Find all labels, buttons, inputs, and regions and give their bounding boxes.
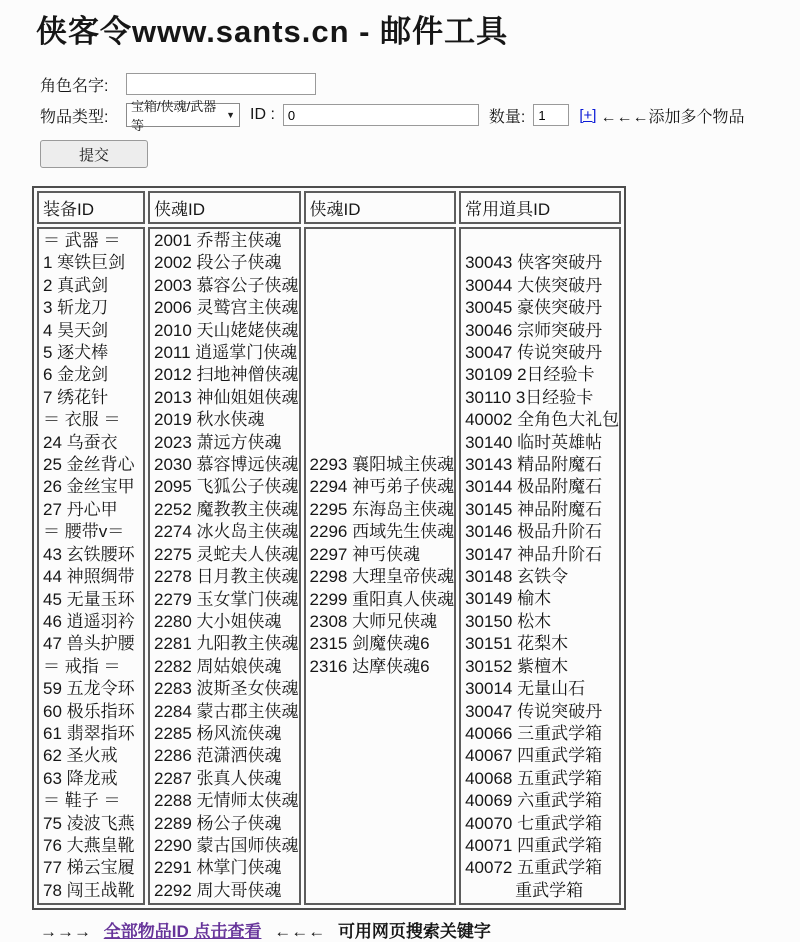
item-type-select[interactable] [126,99,240,133]
page-title: 侠客令www.sants.cn - 邮件工具 [36,14,509,49]
list-item: 2023 萧远方侠魂 [154,432,282,452]
list-item: 30045 豪侠突破丹 [465,298,603,318]
footer-search-hint: 可用网页搜索关键字 [337,922,491,942]
soul-id-list-2 [310,230,455,902]
list-item: 30147 神品升阶石 [465,544,603,564]
list-item: 30109 2日经验卡 [465,365,595,385]
soul-id-cell-2 [304,227,457,905]
list-item: 2274 冰火岛主侠魂 [154,522,299,542]
character-name-row [40,71,800,97]
common-item-id-list [465,230,619,902]
list-item: ＝ 武器 ＝ [43,231,121,250]
list-item: 2001 乔帮主侠魂 [154,231,282,250]
list-item: 2280 大小姐侠魂 [154,611,282,631]
list-item: 2252 魔教教主侠魂 [154,499,299,519]
list-item: 63 降龙戒 [43,768,118,788]
list-item: 43 玄铁腰环 [43,544,135,564]
list-item: 75 凌波飞燕 [43,813,135,833]
soul-id-cell-1 [148,227,301,905]
list-item: 2286 范潇洒侠魂 [154,746,282,766]
add-item-link[interactable]: [+] [579,106,597,124]
list-item: 30151 花梨木 [465,634,569,654]
list-item: 30046 宗师突破丹 [465,320,603,340]
chevron-down-icon: ▼ [226,110,235,120]
list-item: 2315 剑魔侠魂6 [309,634,430,654]
list-item: 30143 精品附魔石 [465,455,603,475]
list-item: 40069 六重武学箱 [465,791,603,811]
list-item: 30146 极品升阶石 [465,522,603,542]
list-item: 24 乌蚕衣 [43,432,118,452]
list-item: 46 逍遥羽衿 [43,611,135,631]
soul-id-list-1 [154,230,299,902]
list-item: ＝ 衣服 ＝ [43,410,121,430]
list-item: 2275 灵蛇夫人侠魂 [154,544,299,564]
list-item: 30149 榆木 [465,589,552,609]
list-item: 2278 日月教主侠魂 [154,567,299,587]
list-item: 4 昊天剑 [43,320,109,340]
list-item: 3 斩龙刀 [43,298,109,318]
list-item: 30150 松木 [465,611,552,631]
list-item: 2295 东海岛主侠魂 [309,499,455,519]
list-item: 30110 3日经验卡 [465,387,594,407]
list-item: 2293 襄阳城主侠魂 [309,455,455,475]
list-item: 1 寒铁巨剑 [43,253,126,273]
list-item: 40066 三重武学箱 [465,723,603,743]
table-body-row [37,227,621,905]
list-item: 40002 全角色大礼包 [465,410,620,430]
list-item: 30140 临时英雄帖 [465,432,603,452]
list-item: 2281 九阳教主侠魂 [154,634,299,654]
list-item: 40070 七重武学箱 [465,813,603,833]
list-item: 40072 五重武学箱 [465,858,603,878]
add-items-hint: ←←←添加多个物品 [600,108,745,126]
footer-arrows-right: →→→ [40,922,91,942]
list-item: 40071 四重武学箱 [465,835,603,855]
list-item: 2010 天山姥姥侠魂 [154,320,299,340]
list-item: 2296 西域先生侠魂 [309,522,455,542]
list-item: ＝ 腰带v＝ [43,522,125,542]
list-item: 61 翡翠指环 [43,723,135,743]
list-item: 30152 紫檀木 [465,656,569,676]
list-item: 2279 玉女掌门侠魂 [154,589,299,609]
common-item-id-cell [459,227,621,905]
item-row [40,99,800,133]
submit-button[interactable]: 提交 [40,140,148,168]
list-item: 2282 周姑娘侠魂 [154,656,282,676]
list-item: 2285 杨风流侠魂 [154,723,282,743]
list-item: 2294 神丐弟子侠魂 [309,477,455,497]
list-item: 2299 重阳真人侠魂 [309,589,455,609]
list-item: 30014 无量山石 [465,679,586,699]
list-item: 7 绣花针 [43,387,109,407]
list-item: 2030 慕容博远侠魂 [154,455,299,475]
equipment-id-list [43,230,143,902]
list-item: 30144 极品附魔石 [465,477,603,497]
list-item: 2290 蒙古国师侠魂 [154,835,299,855]
mail-tool-form [40,71,800,168]
character-name-label: 角色名字: [40,77,109,95]
equipment-id-cell [37,227,145,905]
list-item: 2006 灵鹫宫主侠魂 [154,298,299,318]
list-item: 2297 神丐侠魂 [309,544,421,564]
list-item [465,230,619,252]
list-item: 44 神照绸带 [43,567,135,587]
list-item: 2003 慕容公子侠魂 [154,275,299,295]
list-item: 45 无量玉环 [43,589,135,609]
list-item: 2308 大师兄侠魂 [309,611,438,631]
item-type-selected-value: 宝箱/侠魂/武器等 [131,99,217,133]
list-item: 2292 周大哥侠魂 [154,880,282,900]
table-header-row [37,191,621,224]
list-item: 2298 大理皇帝侠魂 [309,567,455,587]
all-item-ids-link[interactable]: 全部物品ID 点击查看 [103,922,262,942]
list-item: 5 逐犬棒 [43,343,109,363]
list-item: 77 梯云宝履 [43,858,135,878]
item-id-reference-table [32,186,626,910]
column-header-soul-id-2: 侠魂ID [304,191,457,224]
list-item: 47 兽头护腰 [43,634,135,654]
list-item: ＝ 戒指 ＝ [43,656,121,676]
list-item: 重武学箱 [515,880,584,900]
list-item: 2 真武剑 [43,275,109,295]
list-item: 30145 神品附魔石 [465,499,603,519]
list-item: 40067 四重武学箱 [465,746,603,766]
list-item: 25 金丝背心 [43,455,135,475]
footer [40,917,800,942]
list-item: 27 丹心甲 [43,499,118,519]
column-header-soul-id-1: 侠魂ID [148,191,301,224]
list-item: 30047 传说突破丹 [465,343,603,363]
list-item: 2291 林掌门侠魂 [154,858,282,878]
list-item: 2013 神仙姐姐侠魂 [154,387,299,407]
list-item: 2287 张真人侠魂 [154,768,282,788]
list-item: 2019 秋水侠魂 [154,410,265,430]
quantity-input[interactable] [533,104,569,126]
list-item: 26 金丝宝甲 [43,477,135,497]
footer-arrows-left: ←←← [274,922,326,942]
list-item: 2002 段公子侠魂 [154,253,282,273]
list-item: 2316 达摩侠魂6 [309,656,430,676]
list-item: 2011 逍遥掌门侠魂 [154,343,298,363]
item-id-label: ID : [250,106,275,123]
list-item: 2283 波斯圣女侠魂 [154,679,299,699]
column-header-equipment-id: 装备ID [37,191,145,224]
list-item: 2284 蒙古郡主侠魂 [154,701,299,721]
list-item: 30044 大侠突破丹 [465,275,603,295]
list-item: 2095 飞狐公子侠魂 [154,477,299,497]
list-item: 62 圣火戒 [43,746,118,766]
list-item: 40068 五重武学箱 [465,768,603,788]
list-item: 59 五龙令环 [43,679,135,699]
list-item: 2288 无情师太侠魂 [154,791,299,811]
list-item: 78 闯王战靴 [43,880,135,900]
list-item: 30043 侠客突破丹 [465,253,603,273]
quantity-label: 数量: [488,108,526,126]
list-item: 30047 传说突破丹 [465,701,603,721]
column-header-common-item-id: 常用道具ID [459,191,621,224]
list-item: ＝ 鞋子 ＝ [43,791,121,811]
list-item: 60 极乐指环 [43,701,135,721]
item-type-label: 物品类型: [40,108,109,126]
list-item: 6 金龙剑 [43,365,109,385]
character-name-input[interactable] [126,73,316,95]
list-item: 76 大燕皇靴 [43,835,135,855]
list-item: 2289 杨公子侠魂 [154,813,282,833]
list-item: 30148 玄铁令 [465,567,569,587]
list-item: 2012 扫地神僧侠魂 [154,365,299,385]
item-id-input[interactable] [283,104,479,126]
